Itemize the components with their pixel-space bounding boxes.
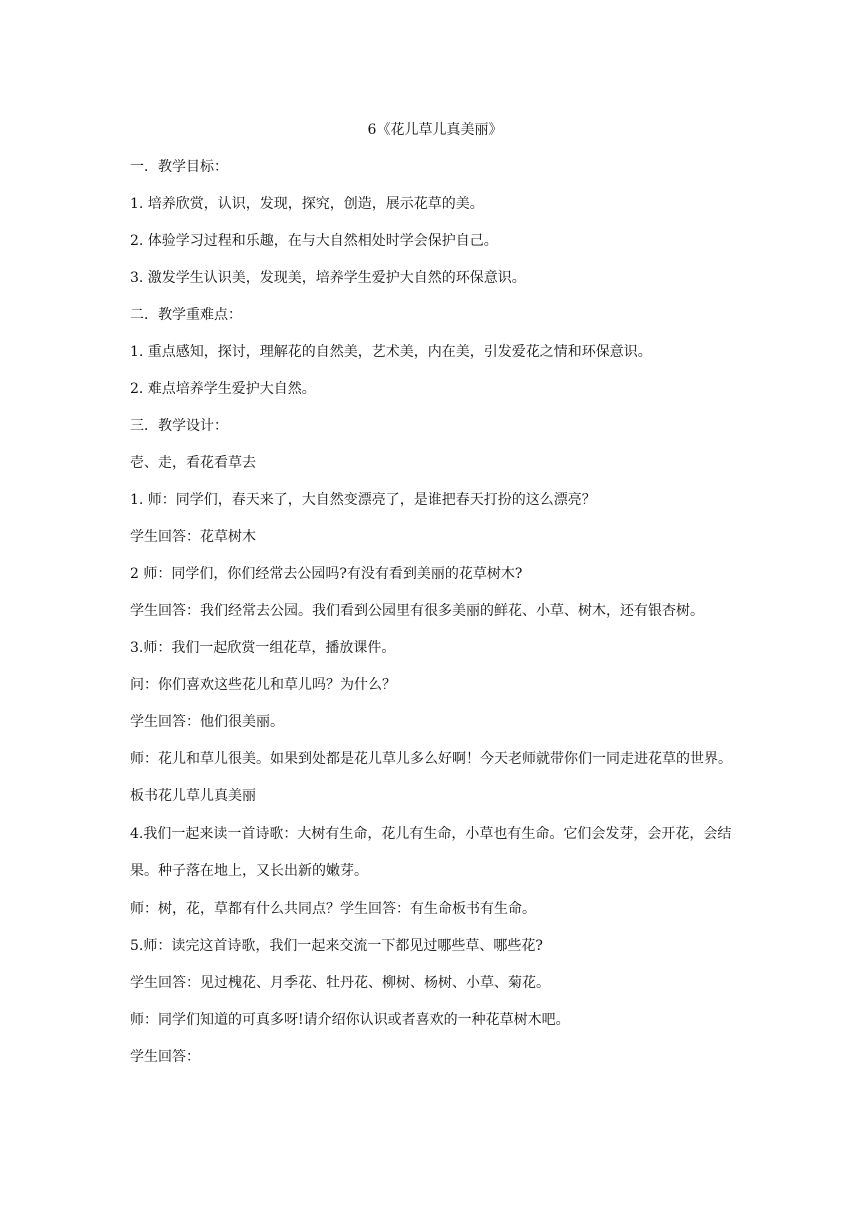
step-1-teacher: 1. 师：同学们，春天来了，大自然变漂亮了，是谁把春天打扮的这么漂亮？ — [130, 492, 596, 508]
goal-item-1: 1. 培养欣赏，认识，发现，探究，创造，展示花草的美。 — [130, 196, 484, 212]
step-1-student: 学生回答：花草树木 — [130, 529, 256, 545]
step-3-teacher: 3.师：我们一起欣赏一组花草，播放课件。 — [130, 640, 396, 656]
step-4-poem: 4.我们一起来读一首诗歌：大树有生命，花儿有生命，小草也有生命。它们会发芽，会开花，会结果。种子落在地上，又长出新的嫩芽。 — [130, 826, 732, 879]
step-5-teacher-followup: 师：同学们知道的可真多呀!请介绍你认识或者喜欢的一种花草树木吧。 — [130, 1012, 570, 1028]
step-4-discussion: 师：树，花，草都有什么共同点？学生回答：有生命板书有生命。 — [130, 901, 536, 917]
step-3-question: 问：你们喜欢这些花儿和草儿吗？为什么？ — [130, 677, 396, 693]
document-body — [130, 118, 740, 1082]
goal-item-2: 2. 体验学习过程和乐趣，在与大自然相处时学会保护自己。 — [130, 233, 498, 249]
goal-item-3: 3. 激发学生认识美，发现美，培养学生爱护大自然的环保意识。 — [130, 270, 526, 286]
step-2-student: 学生回答：我们经常去公园。我们看到公园里有很多美丽的鲜花、小草、树木，还有银杏树。 — [130, 603, 704, 619]
section-heading-walk: 壱、走，看花看草去 — [130, 455, 256, 471]
heading-teaching-design: 三．教学设计： — [130, 418, 228, 434]
key-point-2: 2. 难点培养学生爱护大自然。 — [130, 381, 316, 397]
key-point-1: 1. 重点感知，探讨，理解花的自然美，艺术美，内在美，引发爱花之情和环保意识。 — [130, 344, 652, 360]
heading-key-points: 二．教学重难点： — [130, 307, 242, 323]
heading-teaching-goals: 一．教学目标： — [130, 159, 228, 175]
document-title: 6《花儿草儿真美丽》 — [367, 122, 503, 138]
step-3-teacher-summary: 师：花儿和草儿很美。如果到处都是花儿草儿多么好啊！今天老师就带你们一同走进花草的世界。板书花儿草儿真美丽 — [130, 751, 732, 804]
step-2-teacher: 2 师：同学们，你们经常去公园吗?有没有看到美丽的花草树木? — [130, 566, 523, 582]
step-5-teacher: 5.师：读完这首诗歌，我们一起来交流一下都见过哪些草、哪些花? — [130, 938, 543, 954]
step-5-student: 学生回答：见过槐花、月季花、牡丹花、柳树、杨树、小草、菊花。 — [130, 975, 550, 991]
step-5-student-answer: 学生回答： — [130, 1049, 200, 1065]
step-3-student: 学生回答：他们很美丽。 — [130, 714, 284, 730]
